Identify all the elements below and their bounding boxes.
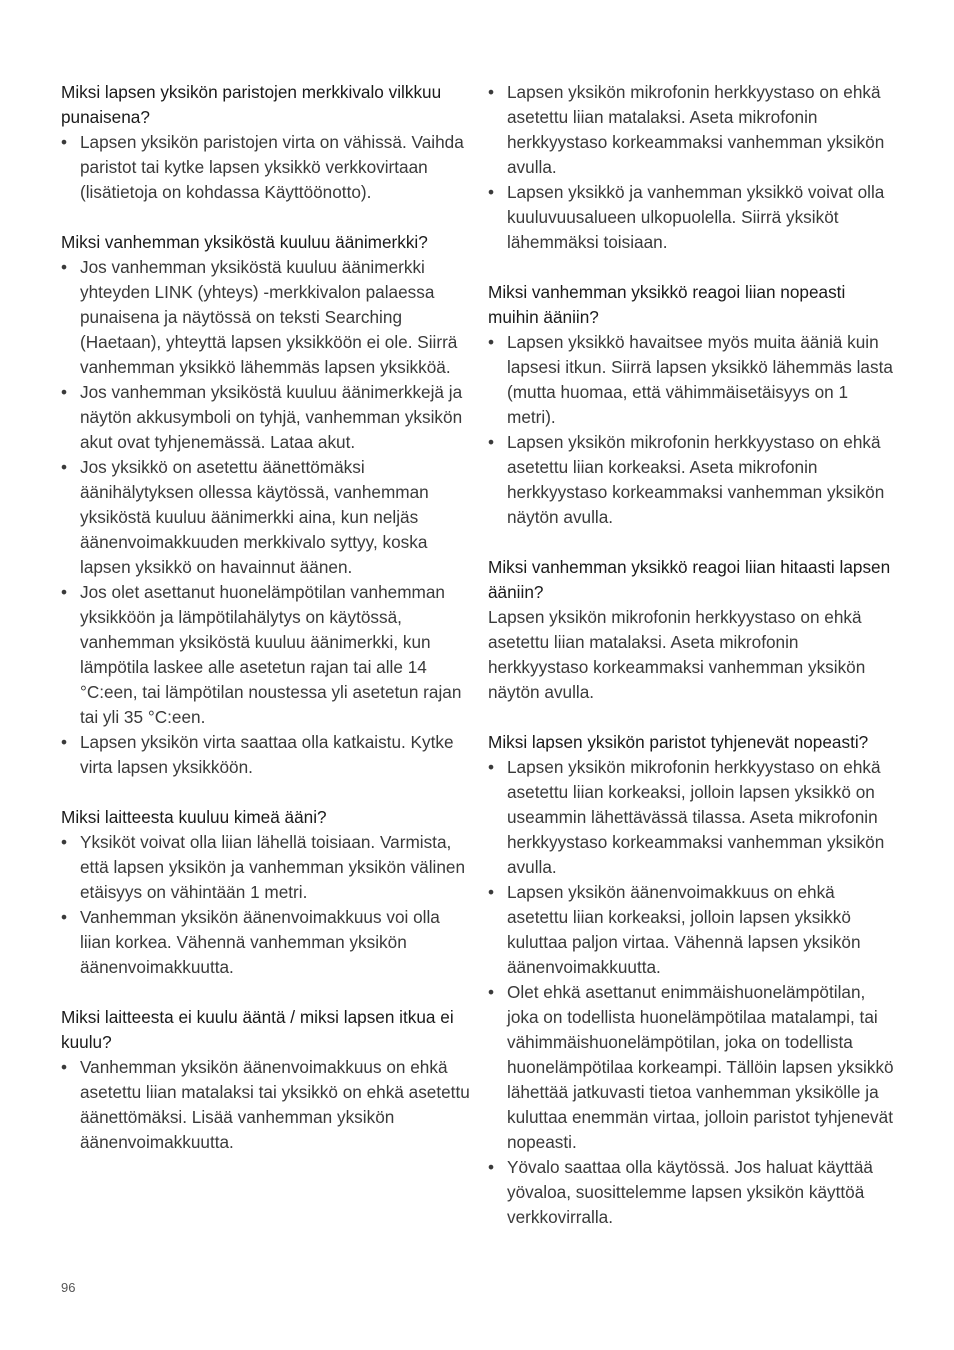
answer-item [61, 130, 471, 205]
answer-text: Vanhemman yksikön äänenvoimakkuus voi olla liian korkea. Vähennä vanhemman yksikön äänenvoimakkuutta. [80, 907, 440, 977]
bullet-icon: • [488, 882, 495, 902]
answer-text: Yövalo saattaa olla käytössä. Jos haluat käyttää yövaloa, suosittelemme lapsen yksikön käyttöä verkkovirralla. [507, 1157, 873, 1227]
faq-question: Miksi laitteesta kuuluu kimeä ääni? [61, 807, 327, 827]
answer-item [61, 1055, 471, 1155]
answer-list [488, 80, 898, 255]
answer-text: Lapsen yksikön paristojen virta on vähissä. Vaihda paristot tai kytke lapsen yksikkö verkkovirtaan (lisätietoja on kohdassa Käyttöönotto). [80, 132, 464, 202]
bullet-icon: • [61, 582, 68, 602]
answer-item [488, 1155, 898, 1230]
answer-paragraph: Lapsen yksikön mikrofonin herkkyystaso on ehkä asetettu liian matalaksi. Aseta mikrofonin herkkyystaso korkeammaksi vanhemman yksikön näytön avulla. [488, 607, 866, 702]
answer-item [61, 580, 471, 730]
answer-list [488, 755, 898, 1230]
left-column [61, 80, 471, 1180]
answer-text: Lapsen yksikön virta saattaa olla katkaistu. Kytke virta lapsen yksikköön. [80, 732, 454, 777]
bullet-icon: • [61, 732, 68, 752]
bullet-icon: • [488, 1157, 495, 1177]
faq-question: Miksi vanhemman yksikkö reagoi liian nopeasti muihin ääniin? [488, 282, 846, 327]
faq-section [488, 80, 898, 255]
answer-item [488, 755, 898, 880]
answer-item [61, 830, 471, 905]
answer-item [488, 880, 898, 980]
bullet-icon: • [61, 257, 68, 277]
bullet-icon: • [61, 832, 68, 852]
answer-text: Jos vanhemman yksiköstä kuuluu äänimerkki yhteyden LINK (yhteys) -merkkivalon palaessa punaisena ja näytössä on teksti Searching (Haetaan), yhteyttä lapsen yksikköön ei ole. Siirrä vanhemman yksikkö lähemmäs lapsen yksikköä. [80, 257, 458, 377]
answer-item [488, 180, 898, 255]
right-column [488, 80, 898, 1255]
bullet-icon: • [61, 1057, 68, 1077]
faq-section [488, 555, 898, 705]
answer-item [488, 80, 898, 180]
bullet-icon: • [488, 332, 495, 352]
answer-item [488, 430, 898, 530]
faq-question: Miksi vanhemman yksiköstä kuuluu äänimerkki? [61, 232, 428, 252]
bullet-icon: • [61, 132, 68, 152]
answer-text: Olet ehkä asettanut enimmäishuonelämpötilan, joka on todellista huonelämpötilaa matalampi, tai vähimmäishuonelämpötilan, joka on todellista huonelämpötilaa korkeampi. Tällöin lapsen yksikkö lähettää jatkuvasti tietoa vanhemman yksikölle ja kuluttaa enemmän virtaa, jolloin paristot tyhjenevät nopeasti. [507, 982, 894, 1152]
answer-text: Jos yksikkö on asetettu äänettömäksi äänihälytyksen ollessa käytössä, vanhemman yksiköstä kuuluu äänimerkki aina, kun neljäs äänenvoimakkuuden merkkivalo syttyy, koska lapsen yksikkö on havainnut äänen. [80, 457, 429, 577]
bullet-icon: • [61, 382, 68, 402]
bullet-icon: • [61, 457, 68, 477]
answer-text: Jos olet asettanut huonelämpötilan vanhemman yksikköön ja lämpötilahälytys on käytössä, vanhemman yksiköstä kuuluu äänimerkki, kun lämpötila laskee alle asetetun rajan tai alle 14 °C:een, tai lämpötilan noustessa yli asetetun rajan tai yli 35 °C:een. [80, 582, 462, 727]
answer-text: Lapsen yksikön mikrofonin herkkyystaso on ehkä asetettu liian korkeaksi. Aseta mikrofonin herkkyystaso korkeammaksi vanhemman yksikön näytön avulla. [507, 432, 885, 527]
answer-list [61, 130, 471, 205]
answer-list [488, 330, 898, 530]
faq-section [488, 280, 898, 530]
faq-question: Miksi lapsen yksikön paristot tyhjenevät nopeasti? [488, 732, 869, 752]
answer-text: Jos vanhemman yksiköstä kuuluu äänimerkkejä ja näytön akkusymboli on tyhjä, vanhemman yksikön akut ovat tyhjenemässä. Lataa akut. [80, 382, 463, 452]
faq-question: Miksi lapsen yksikön paristojen merkkivalo vilkkuu punaisena? [61, 82, 442, 127]
faq-question: Miksi vanhemman yksikkö reagoi liian hitaasti lapsen ääniin? [488, 557, 891, 602]
answer-list [61, 1055, 471, 1155]
answer-text: Lapsen yksikön mikrofonin herkkyystaso on ehkä asetettu liian matalaksi. Aseta mikrofonin herkkyystaso korkeammaksi vanhemman yksikön avulla. [507, 82, 885, 177]
faq-section [61, 1005, 471, 1155]
answer-item [61, 905, 471, 980]
bullet-icon: • [488, 757, 495, 777]
answer-item [61, 255, 471, 380]
answer-list [61, 830, 471, 980]
bullet-icon: • [488, 982, 495, 1002]
answer-list [61, 255, 471, 780]
answer-item [488, 330, 898, 430]
bullet-icon: • [488, 82, 495, 102]
faq-question: Miksi laitteesta ei kuulu ääntä / miksi lapsen itkua ei kuulu? [61, 1007, 454, 1052]
page-number: 96 [61, 1280, 76, 1295]
bullet-icon: • [488, 182, 495, 202]
answer-item [61, 455, 471, 580]
faq-section [61, 230, 471, 780]
answer-text: Lapsen yksikkö havaitsee myös muita ääniä kuin lapsesi itkun. Siirrä lapsen yksikkö lähemmäs lasta (mutta huomaa, että vähimmäisetäisyys on 1 metri). [507, 332, 893, 427]
faq-section [61, 805, 471, 980]
answer-text: Lapsen yksikkö ja vanhemman yksikkö voivat olla kuuluvuusalueen ulkopuolella. Siirrä yksiköt lähemmäksi toisiaan. [507, 182, 885, 252]
answer-text: Lapsen yksikön mikrofonin herkkyystaso on ehkä asetettu liian korkeaksi, jolloin lapsen yksikkö on useammin lähettävässä tilassa. Aseta mikrofonin herkkyystaso korkeammaksi vanhemman yksikön avulla. [507, 757, 885, 877]
answer-text: Lapsen yksikön äänenvoimakkuus on ehkä asetettu liian korkeaksi, jolloin lapsen yksikkö kuluttaa paljon virtaa. Vähennä lapsen yksikön äänenvoimakkuutta. [507, 882, 861, 977]
answer-text: Yksiköt voivat olla liian lähellä toisiaan. Varmista, että lapsen yksikön ja vanhemman yksikön välinen etäisyys on vähintään 1 metri. [80, 832, 466, 902]
answer-item [488, 980, 898, 1155]
faq-section [488, 730, 898, 1230]
answer-item [61, 730, 471, 780]
bullet-icon: • [488, 432, 495, 452]
bullet-icon: • [61, 907, 68, 927]
answer-text: Vanhemman yksikön äänenvoimakkuus on ehkä asetettu liian matalaksi tai yksikkö on ehkä asetettu äänettömäksi. Lisää vanhemman yksikön äänenvoimakkuutta. [80, 1057, 470, 1152]
faq-section [61, 80, 471, 205]
answer-item [61, 380, 471, 455]
